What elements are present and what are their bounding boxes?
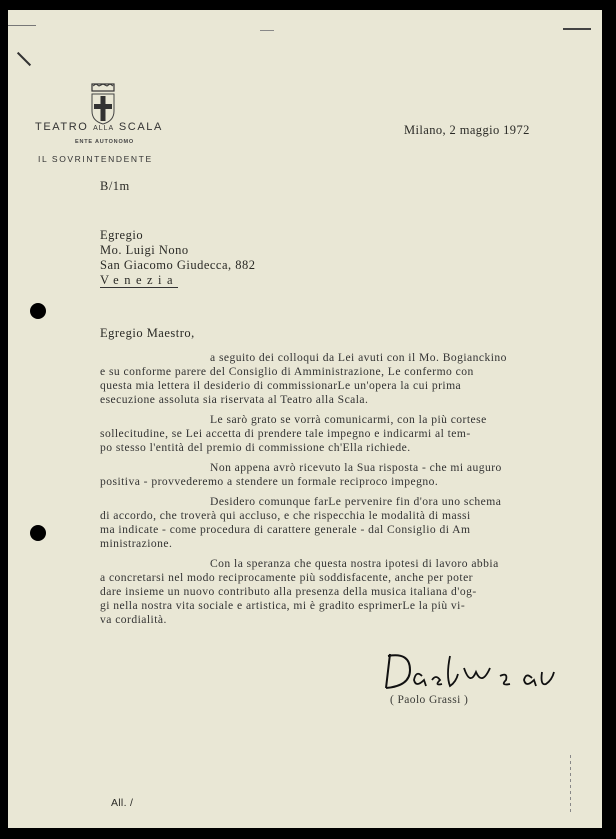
recipient-city: Venezia (100, 273, 179, 287)
handwritten-signature (380, 646, 580, 696)
org-name-part: ALLA (93, 125, 115, 132)
coat-of-arms-icon (88, 83, 118, 125)
recipient-address: San Giacomo Giudecca, 882 (100, 258, 256, 272)
body-line: Desidero comunque farLe pervenire fin d'ora uno schema (210, 495, 502, 508)
org-name-part: TEATRO (35, 121, 89, 133)
scan-mark (563, 28, 591, 30)
scan-mark (8, 25, 36, 26)
body-line: va cordialità. (100, 613, 167, 626)
signatory-name: ( Paolo Grassi ) (390, 694, 469, 706)
body-line: a seguito dei colloqui da Lei avuti con il Mo. Bogianckino (210, 351, 507, 364)
letter-page (8, 10, 602, 828)
body-line: Con la speranza che questa nostra ipotesi di lavoro abbia (210, 557, 499, 570)
recipient-name: Mo. Luigi Nono (100, 243, 189, 257)
body-line: ministrazione. (100, 537, 173, 550)
punch-hole (30, 303, 46, 319)
org-name-part: SCALA (118, 121, 163, 133)
body-line: po stesso l'entità del premio di commissione ch'Ella richiede. (100, 441, 411, 454)
body-line: e su conforme parere del Consiglio di Amministrazione, Le confermo con (100, 365, 474, 378)
letterhead-organization (35, 121, 163, 133)
body-line: a concretarsi nel modo reciprocamente più soddisfacente, anche per poter (100, 571, 473, 584)
scan-mark (570, 755, 571, 815)
body-line: sollecitudine, se Lei accetta di prendere tale impegno e indicarmi al tem- (100, 427, 471, 440)
punch-hole (30, 525, 46, 541)
body-line: gi nella nostra vita sociale e artistica, mi è gradito esprimerLe la più vi- (100, 599, 466, 612)
body-line: Non appena avrò ricevuto la Sua risposta - che mi auguro (210, 461, 502, 474)
body-line: Le sarò grato se vorrà comunicarmi, con la più cortese (210, 413, 487, 426)
body-line: esecuzione assoluta sia riservata al Teatro alla Scala. (100, 393, 369, 406)
body-line: questa mia lettera il desiderio di commissionarLe un'opera la cui prima (100, 379, 462, 392)
letterhead-subtitle: ENTE AUTONOMO (75, 139, 134, 145)
reference-code: B/1m (100, 179, 130, 193)
scan-mark (17, 52, 31, 66)
body-line: dare insieme un nuovo contributo alla presenza della musica italiana d'og- (100, 585, 477, 598)
body-line: di accordo, che troverà qui accluso, e che rispecchia le modalità di massi (100, 509, 471, 522)
body-line: ma indicate - come procedura di carattere generale - dal Consiglio di Am (100, 523, 471, 536)
recipient-line: Egregio (100, 228, 144, 242)
salutation: Egregio Maestro, (100, 326, 195, 340)
scan-mark (260, 30, 274, 31)
letter-date: Milano, 2 maggio 1972 (404, 123, 530, 137)
body-line: positiva - provvederemo a stendere un formale reciproco impegno. (100, 475, 439, 488)
letterhead-role: IL SOVRINTENDENTE (38, 154, 153, 164)
enclosure-note: All. / (111, 797, 134, 809)
